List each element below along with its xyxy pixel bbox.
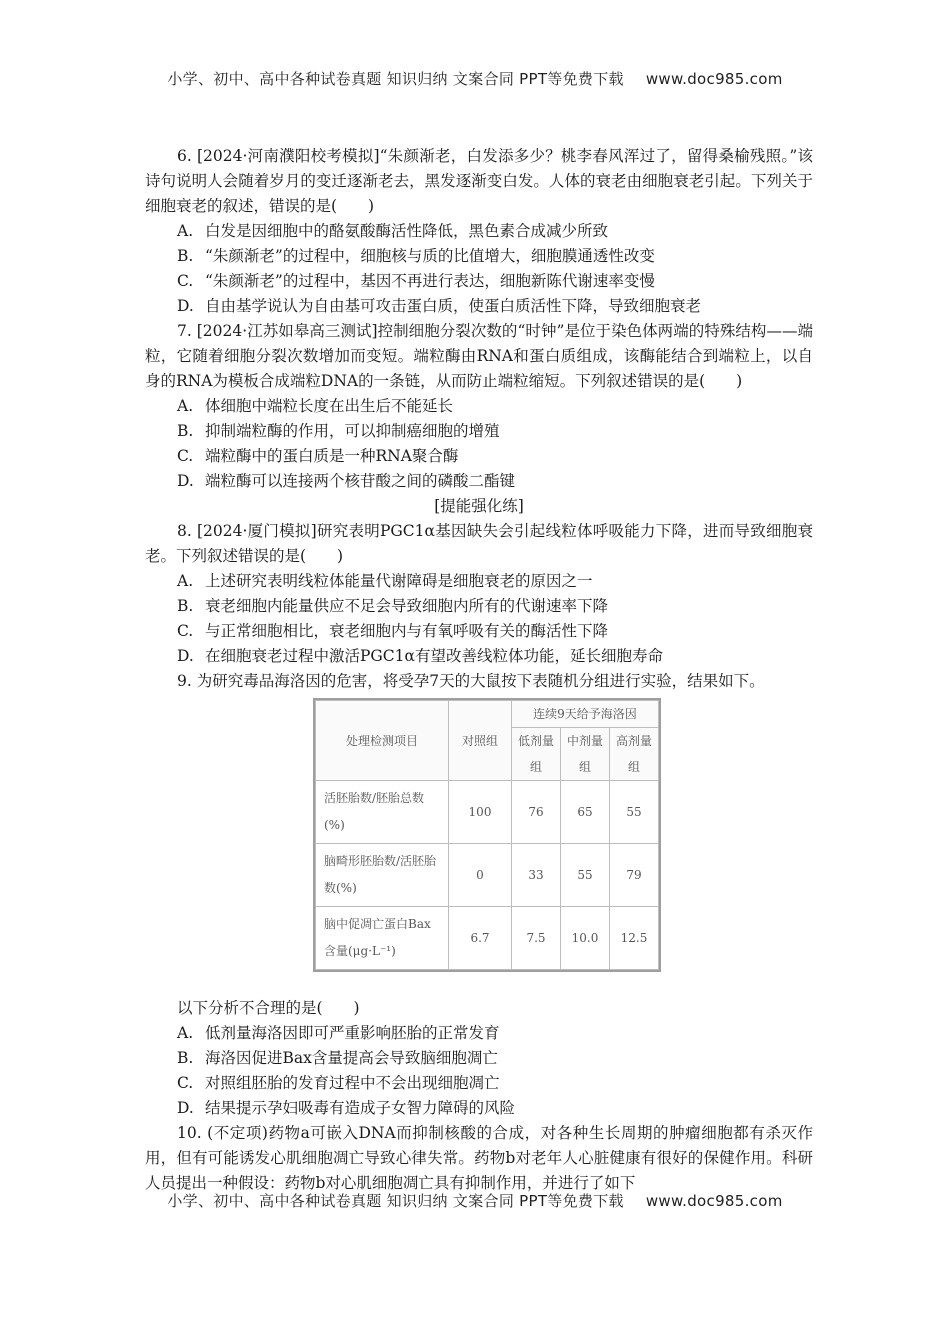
q6-option-d: D. 自由基学说认为自由基可攻击蛋白质，使蛋白质活性下降，导致细胞衰老 bbox=[177, 297, 702, 315]
q8-option-b: B. 衰老细胞内能量供应不足会导致细胞内所有的代谢速率下降 bbox=[177, 597, 609, 615]
table-row bbox=[316, 907, 659, 970]
q6-option-b: B. “朱颜渐老”的过程中，细胞核与质的比值增大，细胞膜通透性改变 bbox=[177, 247, 655, 265]
q6-stem: 6. [2024·河南濮阳校考模拟]“朱颜渐老，白发添多少？桃李春风浑过了，留得桑榆残照。”该诗句说明人会随着岁月的变迁逐渐老去，黑发逐渐变白发。人体的衰老由细胞衰老引起。下列关于细胞衰老的叙述，错误的是( ) bbox=[145, 147, 813, 215]
q7-stem: 7. [2024·江苏如皋高三测试]控制细胞分裂次数的“时钟”是位于染色体两端的特殊结构——端粒，它随着细胞分裂次数增加而变短。端粒酶由RNA和蛋白质组成，该酶能结合到端粒上，以自身的RNA为模板合成端粒DNA的一条链，从而防止端粒缩短。下列叙述错误的是( ) bbox=[145, 322, 813, 390]
table-row bbox=[316, 844, 659, 907]
header-mid-dose: 中剂量组 bbox=[561, 728, 610, 781]
q8-option-d: D. 在细胞衰老过程中激活PGC1α有望改善线粒体功能，延长细胞寿命 bbox=[177, 647, 664, 665]
page-footer bbox=[0, 1190, 950, 1211]
q9-table-wrap bbox=[313, 698, 813, 980]
header-text: 小学、初中、高中各种试卷真题 知识归纳 文案合同 PPT等免费下载 bbox=[167, 70, 624, 88]
header-control: 对照组 bbox=[449, 701, 512, 781]
table-cell: 76 bbox=[512, 781, 561, 844]
footer-text: 小学、初中、高中各种试卷真题 知识归纳 文案合同 PPT等免费下载 bbox=[167, 1192, 624, 1210]
table-cell: 55 bbox=[610, 781, 659, 844]
section-label: [提能强化练] bbox=[434, 497, 524, 515]
footer-url[interactable]: www.doc985.com bbox=[645, 1192, 783, 1210]
table-cell: 33 bbox=[512, 844, 561, 907]
header-item: 处理检测项目 bbox=[316, 701, 449, 781]
table-cell: 65 bbox=[561, 781, 610, 844]
header-low-dose: 低剂量组 bbox=[512, 728, 561, 781]
row-label: 活胚胎数/胚胎总数(%) bbox=[316, 781, 449, 844]
table-cell: 0 bbox=[449, 844, 512, 907]
q9-option-a: A. 低剂量海洛因即可严重影响胚胎的正常发育 bbox=[177, 1024, 500, 1042]
q8-option-a: A. 上述研究表明线粒体能量代谢障碍是细胞衰老的原因之一 bbox=[177, 572, 593, 590]
row-label: 脑中促凋亡蛋白Bax含量(μg·L⁻¹) bbox=[316, 907, 449, 970]
q8-stem: 8. [2024·厦门模拟]研究表明PGC1α基因缺失会引起线粒体呼吸能力下降，进而导致细胞衰老。下列叙述错误的是( ) bbox=[145, 522, 813, 565]
q9-stem: 9. 为研究毒品海洛因的危害，将受孕7天的大鼠按下表随机分组进行实验，结果如下。 bbox=[177, 672, 765, 690]
row-label: 脑畸形胚胎数/活胚胎数(%) bbox=[316, 844, 449, 907]
q7-option-b: B. 抑制端粒酶的作用，可以抑制癌细胞的增殖 bbox=[177, 422, 500, 440]
table-header-row bbox=[316, 701, 659, 728]
q6-option-c: C. “朱颜渐老”的过程中，基因不再进行表达，细胞新陈代谢速率变慢 bbox=[177, 272, 655, 290]
document-body bbox=[145, 144, 813, 1196]
table-cell: 6.7 bbox=[449, 907, 512, 970]
q9-option-b: B. 海洛因促进Bax含量提高会导致脑细胞凋亡 bbox=[177, 1049, 498, 1067]
table-cell: 7.5 bbox=[512, 907, 561, 970]
q7-option-d: D. 端粒酶可以连接两个核苷酸之间的磷酸二酯键 bbox=[177, 472, 516, 490]
q7-option-a: A. 体细胞中端粒长度在出生后不能延长 bbox=[177, 397, 454, 415]
table-cell: 79 bbox=[610, 844, 659, 907]
q6-option-a: A. 白发是因细胞中的酪氨酸酶活性降低，黑色素合成减少所致 bbox=[177, 222, 609, 240]
header-heroin-group: 连续9天给予海洛因 bbox=[512, 701, 659, 728]
table-cell: 55 bbox=[561, 844, 610, 907]
q7-option-c: C. 端粒酶中的蛋白质是一种RNA聚合酶 bbox=[177, 447, 459, 465]
q9-question: 以下分析不合理的是( ) bbox=[177, 999, 360, 1017]
q9-option-d: D. 结果提示孕妇吸毒有造成子女智力障碍的风险 bbox=[177, 1099, 516, 1117]
q9-data-table bbox=[315, 700, 659, 970]
table-cell: 12.5 bbox=[610, 907, 659, 970]
header-url[interactable]: www.doc985.com bbox=[645, 70, 783, 88]
header-high-dose: 高剂量组 bbox=[610, 728, 659, 781]
q9-table-frame bbox=[313, 698, 661, 972]
page-header bbox=[0, 68, 950, 89]
table-cell: 100 bbox=[449, 781, 512, 844]
table-cell: 10.0 bbox=[561, 907, 610, 970]
q9-option-c: C. 对照组胚胎的发育过程中不会出现细胞凋亡 bbox=[177, 1074, 500, 1092]
q8-option-c: C. 与正常细胞相比，衰老细胞内与有氧呼吸有关的酶活性下降 bbox=[177, 622, 609, 640]
table-row bbox=[316, 781, 659, 844]
q10-stem: 10. (不定项)药物a可嵌入DNA而抑制核酸的合成，对各种生长周期的肿瘤细胞都有杀灭作用，但有可能诱发心肌细胞凋亡导致心律失常。药物b对老年人心脏健康有很好的保健作用。科研人员提出一种假设：药物b对心肌细胞凋亡具有抑制作用，并进行了如下 bbox=[145, 1124, 813, 1192]
